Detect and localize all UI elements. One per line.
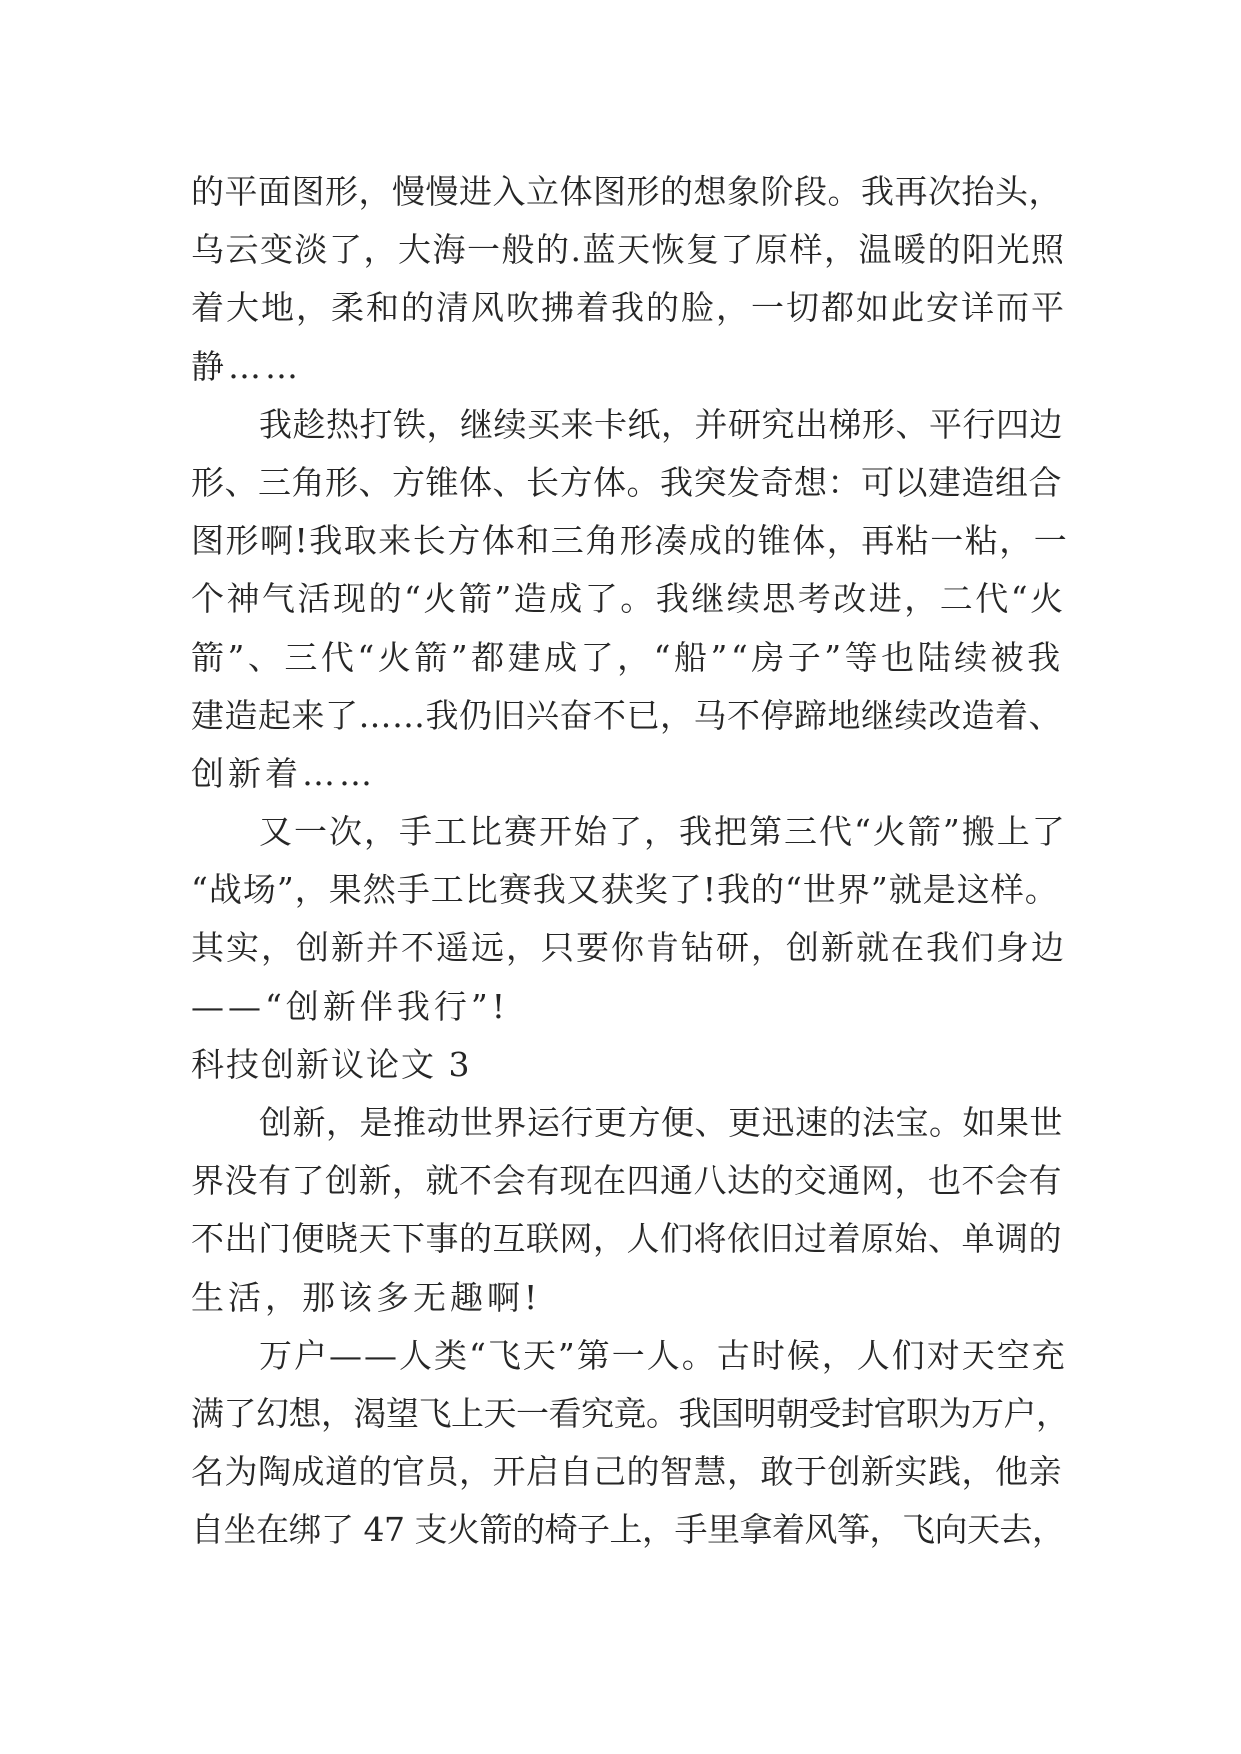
text-line: 自坐在绑了 47 支火箭的椅子上，手里拿着风筝，飞向天去， [191,1510,1065,1550]
text-line: 的平面图形，慢慢进入立体图形的想象阶段。我再次抬头， [191,172,1062,211]
text-line: 其实，创新并不遥远，只要你肯钻研，创新就在我们身边 [191,928,1066,968]
text-line: 形、三角形、方锥体、长方体。我突发奇想：可以建造组合 [191,462,1062,502]
text-line: 我趁热打铁，继续买来卡纸，并研究出梯形、平行四边 [259,404,1063,444]
text-line: 万户——人类“飞天”第一人。古时候，人们对天空充 [259,1335,1067,1375]
text-line: 满了幻想，渴望飞上天一看究竟。我国明朝受封官职为万户， [191,1393,1069,1433]
text-line: ——“创新伴我行”! [191,986,510,1026]
text-line: 建造起来了……我仍旧兴奋不已，马不停蹄地继续改造着、 [191,695,1062,735]
text-line: 生活，那该多无趣啊! [191,1277,542,1317]
document-body [191,163,1071,1560]
text-line: 界没有了创新，就不会有现在四通八达的交通网，也不会有 [191,1161,1062,1201]
text-line: 个神气活现的“火箭”造成了。我继续思考改进，二代“火 [191,579,1066,619]
text-line: 创新，是推动世界运行更方便、更迅速的法宝。如果世 [259,1103,1063,1142]
text-line: 又一次，手工比赛开始了，我把第三代“火箭”搬上了 [259,812,1067,852]
text-line: 名为陶成道的官员，开启自己的智慧，敢于创新实践，他亲 [191,1452,1062,1492]
section-heading: 科技创新议论文 3 [191,1044,472,1084]
text-line: 不出门便晓天下事的互联网，人们将依旧过着原始、单调的 [191,1219,1062,1259]
text-line: 着大地，柔和的清风吹拂着我的脸，一切都如此安详而平 [191,288,1066,328]
text-line: 创新着…… [191,753,376,793]
text-line: 静…… [191,346,302,386]
text-line: “战场”，果然手工比赛我又获奖了!我的“世界”就是这样。 [191,870,1059,910]
text-line: 箭”、三代“火箭”都建成了，“船”“房子”等也陆续被我 [191,637,1064,677]
text-line: 图形啊!我取来长方体和三角形凑成的锥体，再粘一粘，一 [191,521,1069,561]
text-line: 乌云变淡了，大海一般的.蓝天恢复了原样，温暖的阳光照 [191,230,1066,270]
